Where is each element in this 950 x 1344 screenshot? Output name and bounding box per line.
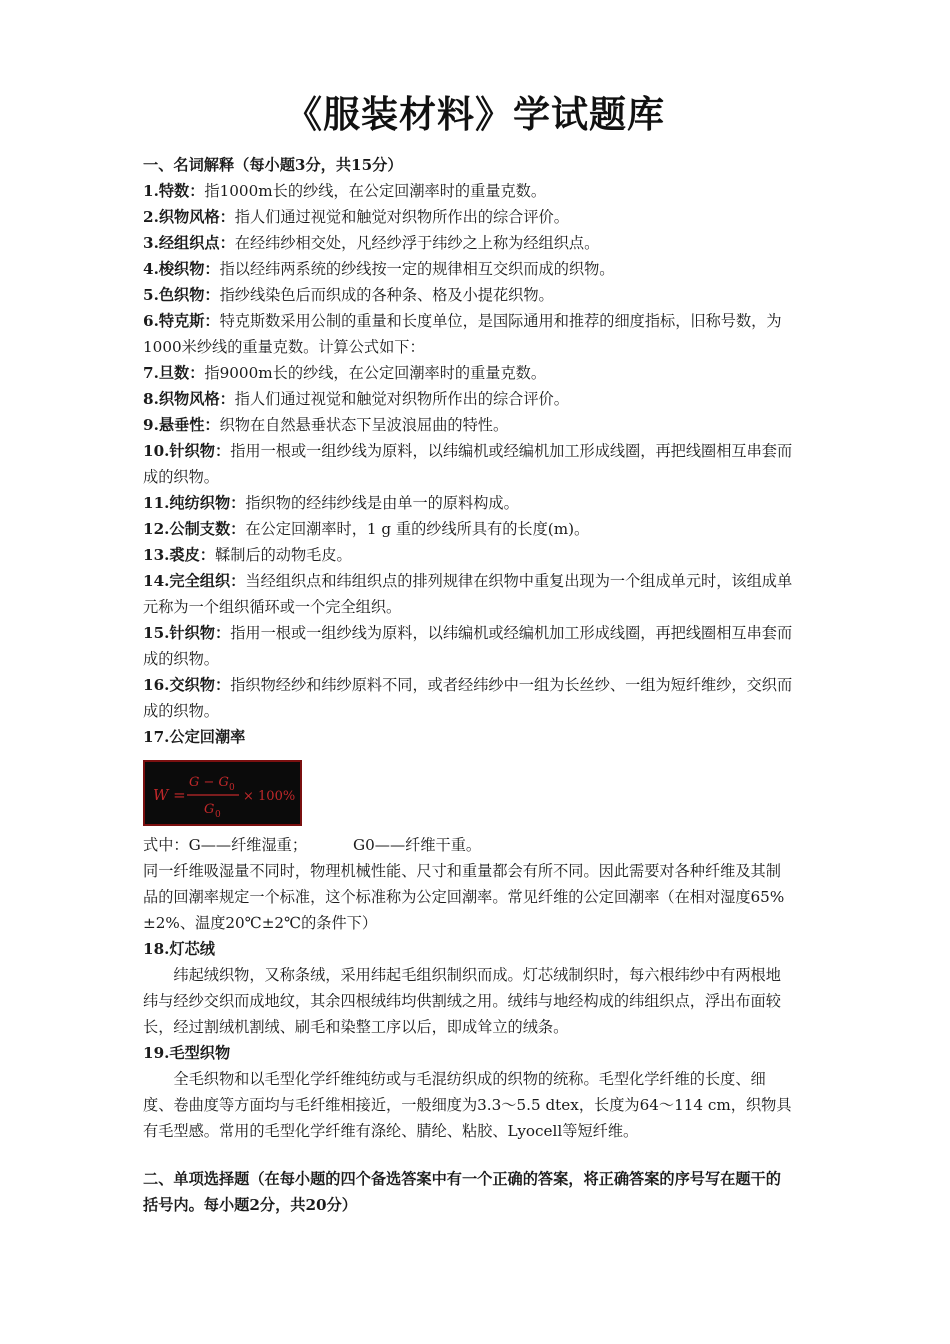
definition-term: 8.织物风格： — [143, 390, 235, 408]
formula-denominator: G — [204, 802, 215, 817]
definition-term: 16.交织物： — [143, 676, 231, 694]
definition-item — [143, 256, 793, 282]
definition-text: 指9000m长的纱线，在公定回潮率时的重量克数。 — [204, 364, 547, 382]
definition-item — [143, 672, 793, 724]
definition-item — [143, 542, 793, 568]
definition-item — [143, 282, 793, 308]
formula-lhs: W = — [153, 786, 186, 804]
definition-term: 4.梭织物： — [143, 260, 220, 278]
definition-item — [143, 386, 793, 412]
item18-term: 18.灯芯绒 — [143, 940, 215, 958]
definition-term: 3.经组织点： — [143, 234, 235, 252]
definition-item — [143, 360, 793, 386]
definition-term: 7.旦数： — [143, 364, 205, 382]
formula-rhs: × 100% — [243, 789, 296, 804]
definition-text: 指以经纬两系统的纱线按一定的规律相互交织而成的织物。 — [219, 260, 615, 278]
definition-text: 指用一根或一组纱线为原料，以纬编机或经编机加工形成线圈，再把线圈相互串套而成的织物。 — [143, 442, 793, 486]
definition-item — [143, 438, 793, 490]
moisture-regain-formula-image — [143, 760, 302, 826]
definition-list — [143, 178, 793, 724]
definition-term: 12.公制支数： — [143, 520, 246, 538]
definition-text: 当经组织点和纬组织点的排列规律在织物中重复出现为一个组成单元时，该组成单元称为一个组织循环或一个完全组织。 — [143, 572, 793, 616]
definition-text: 在经纬纱相交处，凡经纱浮于纬纱之上称为经组织点。 — [234, 234, 600, 252]
item19-paragraph: 全毛织物和以毛型化学纤维纯纺或与毛混纺织成的织物的统称。毛型化学纤维的长度、细度、卷曲度等方面均与毛纤维相接近，一般细度为3.3～5.5 dtex，长度为64～114 cm，织物具有毛型感。常用的毛型化学纤维有涤纶、腈纶、粘胶、Lyocell等短纤维。 — [143, 1070, 792, 1140]
definition-term: 14.完全组织： — [143, 572, 246, 590]
definition-item — [143, 490, 793, 516]
definition-item — [143, 230, 793, 256]
definition-text: 指织物的经纬纱线是由单一的原料构成。 — [245, 494, 519, 512]
definition-item — [143, 412, 793, 438]
definition-term: 13.裘皮： — [143, 546, 215, 564]
item17-paragraph: 同一纤维吸湿量不同时，物理机械性能、尺寸和重量都会有所不同。因此需要对各种纤维及其制品的回潮率规定一个标准，这个标准称为公定回潮率。常见纤维的公定回潮率（在相对湿度65%±2%、温度20℃±2℃的条件下） — [143, 862, 785, 932]
formula-svg — [145, 762, 300, 824]
definition-text: 鞣制后的动物毛皮。 — [215, 546, 352, 564]
section2-heading: 二、单项选择题（在每小题的四个备选答案中有一个正确的答案，将正确答案的序号写在题干的括号内。每小题2分，共20分） — [143, 1170, 781, 1214]
definition-text: 指1000m长的纱线，在公定回潮率时的重量克数。 — [204, 182, 547, 200]
definition-item — [143, 620, 793, 672]
definition-term: 1.特数： — [143, 182, 205, 200]
definition-text: 在公定回潮率时，1 g 重的纱线所具有的长度(m)。 — [245, 520, 590, 538]
definition-item — [143, 568, 793, 620]
definition-term: 15.针织物： — [143, 624, 231, 642]
definition-text: 指纱线染色后而织成的各种条、格及小提花织物。 — [219, 286, 554, 304]
item18-paragraph: 纬起绒织物，又称条绒，采用纬起毛组织制织而成。灯芯绒制织时，每六根纬纱中有两根地纬与经纱交织而成地纹，其余四根绒纬均供割绒之用。绒纬与地经构成的纬组织点，浮出布面较长，经过割绒机割绒、刷毛和染整工序以后，即成耸立的绒条。 — [143, 966, 781, 1036]
definition-item — [143, 516, 793, 542]
definition-term: 11.纯纺织物： — [143, 494, 246, 512]
section1-heading: 一、名词解释（每小题3分，共15分） — [143, 156, 403, 174]
formula-numerator: G − G — [189, 775, 229, 790]
definition-term: 9.悬垂性： — [143, 416, 220, 434]
definition-text: 特克斯数采用公制的重量和长度单位，是国际通用和推荐的细度指标，旧称号数，为1000米纱线的重量克数。计算公式如下： — [143, 312, 782, 356]
definition-text: 指织物经纱和纬纱原料不同，或者经纬纱中一组为长丝纱、一组为短纤维纱，交织而成的织物。 — [143, 676, 793, 720]
legend-g: 式中：G——纤维湿重； — [143, 836, 308, 854]
formula-legend — [143, 832, 793, 858]
definition-term: 10.针织物： — [143, 442, 231, 460]
item17-term: 17.公定回潮率 — [143, 728, 246, 746]
section-gap — [143, 1144, 793, 1166]
definition-term: 5.色织物： — [143, 286, 220, 304]
document-body — [143, 152, 793, 1218]
definition-term: 2.织物风格： — [143, 208, 235, 226]
page-title: 《服装材料》学试题库 — [285, 93, 665, 136]
definition-text: 织物在自然悬垂状态下呈波浪屈曲的特性。 — [219, 416, 509, 434]
definition-item — [143, 308, 793, 360]
definition-item — [143, 178, 793, 204]
formula-numerator-sub: 0 — [229, 783, 235, 793]
item19-term: 19.毛型织物 — [143, 1044, 231, 1062]
formula-denominator-sub: 0 — [215, 810, 221, 820]
definition-text: 指用一根或一组纱线为原料，以纬编机或经编机加工形成线圈，再把线圈相互串套而成的织物。 — [143, 624, 793, 668]
definition-term: 6.特克斯： — [143, 312, 220, 330]
definition-text: 指人们通过视觉和触觉对织物所作出的综合评价。 — [234, 390, 569, 408]
definition-text: 指人们通过视觉和触觉对织物所作出的综合评价。 — [234, 208, 569, 226]
legend-g0: G0——纤维干重。 — [353, 836, 482, 854]
definition-item — [143, 204, 793, 230]
